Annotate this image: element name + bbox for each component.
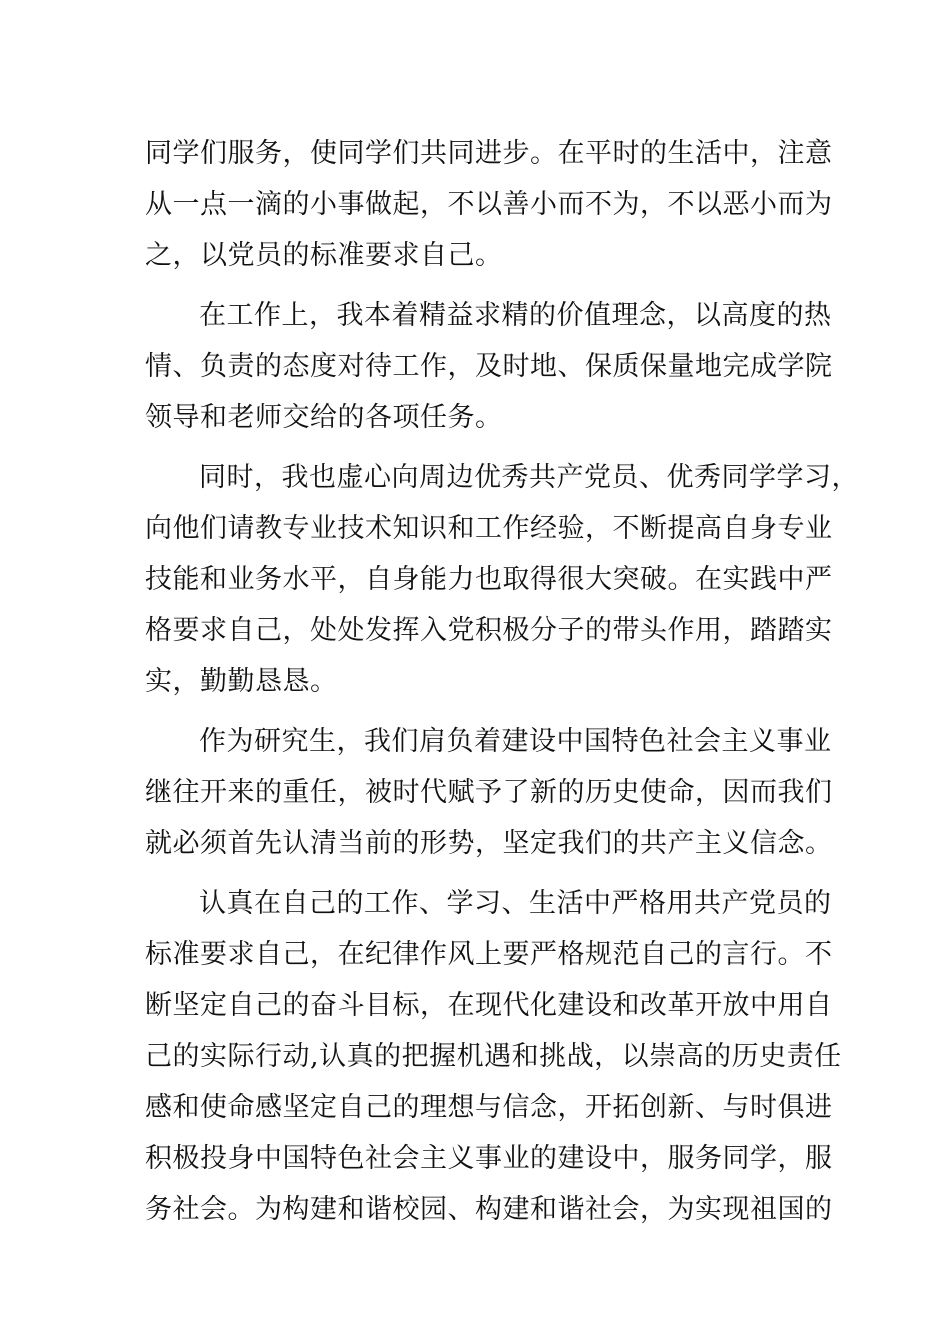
- text-line: 务社会。为构建和谐校园、构建和谐社会，为实现祖国的: [145, 1194, 833, 1225]
- text-line: 感和使命感坚定自己的理想与信念，开拓创新、与时俱进: [145, 1092, 833, 1123]
- paragraph-2: [145, 290, 833, 443]
- text-line: 积极投身中国特色社会主义事业的建设中，服务同学，服: [145, 1143, 833, 1174]
- text-line: 己的实际行动,认真的把握机遇和挑战，以崇高的历史责任: [145, 1041, 842, 1072]
- paragraph-3: [145, 452, 859, 707]
- text-line: 就必须首先认清当前的形势，坚定我们的共产主义信念。: [145, 828, 833, 859]
- text-line: 在工作上，我本着精益求精的价值理念，以高度的热: [199, 300, 832, 331]
- text-line: 标准要求自己，在纪律作风上要严格规范自己的言行。不: [145, 939, 833, 970]
- text-line: 继往开来的重任，被时代赋予了新的历史使命，因而我们: [145, 777, 833, 808]
- text-line: 格要求自己，处处发挥入党积极分子的带头作用，踏踏实: [145, 615, 833, 646]
- paragraph-4: [145, 716, 833, 869]
- text-line: 之，以党员的标准要求自己。: [145, 240, 503, 271]
- text-line: 实，勤勤恳恳。: [145, 666, 338, 697]
- text-line: 从一点一滴的小事做起，不以善小而不为，不以恶小而为: [145, 189, 833, 220]
- text-line: 技能和业务水平，自身能力也取得很大突破。在实践中严: [145, 564, 833, 595]
- paragraph-5: [145, 878, 842, 1235]
- text-line: 作为研究生，我们肩负着建设中国特色社会主义事业: [199, 726, 832, 757]
- text-line: 领导和老师交给的各项任务。: [145, 402, 503, 433]
- text-line: 同学们服务，使同学们共同进步。在平时的生活中，注意: [145, 138, 833, 169]
- text-line: 情、负责的态度对待工作，及时地、保质保量地完成学院: [145, 351, 833, 382]
- paragraph-1: [145, 128, 833, 281]
- text-line: 断坚定自己的奋斗目标，在现代化建设和改革开放中用自: [145, 990, 833, 1021]
- text-line: 认真在自己的工作、学习、生活中严格用共产党员的: [199, 888, 832, 919]
- document-body: [145, 128, 859, 1244]
- text-line: 向他们请教专业技术知识和工作经验，不断提高自身专业: [145, 513, 833, 544]
- text-line: 同时，我也虚心向周边优秀共产党员、优秀同学学习，: [199, 462, 859, 493]
